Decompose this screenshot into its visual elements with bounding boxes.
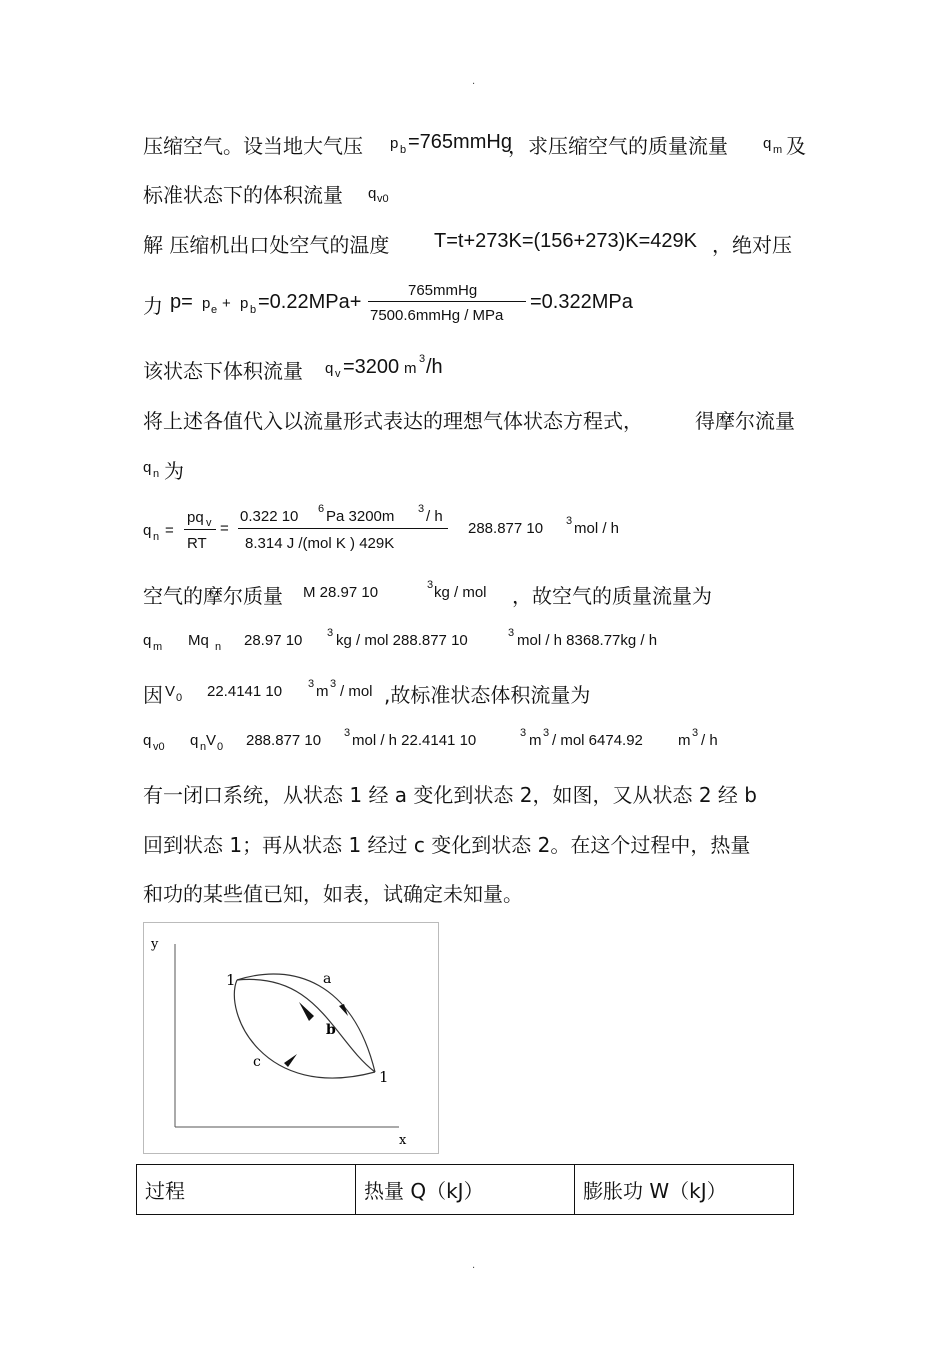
process-diagram	[143, 922, 439, 1154]
value-28-97: 28.97 10	[244, 632, 303, 649]
var-p: p	[240, 295, 249, 312]
text-line-5: 该状态下体积流量	[143, 359, 303, 383]
sub-v: v	[335, 368, 341, 380]
var-q: q	[325, 360, 334, 377]
text-yin: 因	[143, 683, 163, 707]
denominator-rt: RT	[187, 535, 207, 552]
text-std-flow: ,故标准状态体积流量为	[384, 683, 591, 707]
point-1-label: 1	[226, 971, 236, 989]
header-process: 过程	[137, 1165, 356, 1215]
problem-line-2: 回到状态 1；再从状态 1 经过 c 变化到状态 2。在这个过程中，热量	[143, 833, 751, 857]
value-m: M 28.97 10	[303, 584, 379, 601]
header-dot: .	[472, 76, 476, 87]
header-heat: 热量 Q（kJ）	[356, 1165, 575, 1215]
text-line-6: 将上述各值代入以流量形式表达的理想气体状态方程式，	[143, 409, 643, 433]
label-c: c	[253, 1054, 261, 1070]
sup-3: 3	[543, 727, 550, 739]
sup-3: 3	[419, 353, 426, 365]
sup-minus-3: 3	[427, 579, 434, 591]
denominator-values: 8.314 J /(mol K ) 429K	[245, 535, 395, 552]
text-molar-mass: 空气的摩尔质量	[143, 584, 283, 608]
sub-0: 0	[217, 741, 224, 753]
equals-sign: =	[220, 520, 229, 537]
unit-m: m	[404, 360, 417, 377]
value-22-4141: 22.4141 10	[207, 683, 283, 700]
text-ji: 及	[786, 134, 806, 158]
sub-0: 0	[176, 692, 183, 704]
var-p-eq: p=	[170, 291, 193, 313]
value-0-22mpa: =0.22MPa+	[258, 291, 362, 313]
label-b: b	[326, 1022, 336, 1038]
text-line-1b: ，求压缩空气的质量流量	[508, 134, 728, 158]
problem-line-1: 有一闭口系统，从状态 1 经 a 变化到状态 2，如图，又从状态 2 经 b	[143, 783, 757, 807]
var-v: V	[165, 683, 176, 700]
var-q: q	[143, 632, 152, 649]
footer-dot: .	[472, 1260, 476, 1271]
value-765mmhg: =765mmHg	[408, 131, 512, 153]
y-axis-label: y	[151, 937, 159, 952]
var-q: q	[143, 522, 152, 539]
text-li: 力	[143, 294, 163, 318]
result-value: 288.877 10	[468, 520, 544, 537]
value-chain: mol / h 22.4141 10	[352, 732, 477, 749]
sub-e: e	[211, 304, 218, 316]
numerator-values: 0.322 10	[240, 508, 299, 525]
unit-m: m	[316, 683, 329, 700]
var-q: q	[763, 135, 772, 152]
text-line-6b: 得摩尔流量	[695, 409, 795, 433]
fraction-denominator: 7500.6mmHg / MPa	[370, 307, 504, 324]
var-q: q	[143, 459, 152, 476]
text-line-3b: ，绝对压	[712, 233, 792, 257]
sub-v0: v0	[377, 193, 389, 205]
result-unit: mol / h	[574, 520, 620, 537]
sub-n: n	[153, 468, 160, 480]
sup-3: 3	[330, 678, 337, 690]
header-work: 膨胀功 W（kJ）	[575, 1165, 794, 1215]
equals-sign: =	[165, 522, 174, 539]
point-2-label: 1	[379, 1068, 389, 1086]
sub-v: v	[206, 517, 212, 529]
numerator-pqv: pq	[187, 509, 204, 526]
sup-3: 3	[566, 515, 573, 527]
sub-n: n	[215, 641, 222, 653]
sub-n: n	[153, 531, 160, 543]
var-q: q	[143, 732, 152, 749]
figure-frame	[144, 923, 439, 1154]
var-p: p	[390, 135, 399, 152]
text-mass-flow: ，故空气的质量流量为	[512, 584, 712, 608]
sup-3: 3	[692, 727, 699, 739]
sup-3: 3	[327, 627, 334, 639]
sub-n: n	[200, 741, 207, 753]
problem-line-3: 和功的某些值已知，如表，试确定未知量。	[143, 882, 523, 906]
value-288-877: 288.877 10	[246, 732, 322, 749]
sub-b: b	[250, 304, 257, 316]
value-0-322mpa: =0.322MPa	[530, 291, 633, 313]
fraction-bar	[368, 301, 526, 302]
table-header-row	[137, 1165, 794, 1215]
sub-m: m	[773, 144, 783, 156]
sup-6: 6	[318, 503, 325, 515]
text-wei: 为	[164, 459, 184, 483]
text-line-1: 压缩空气。设当地大气压	[143, 134, 363, 158]
numerator-values-b: Pa 3200m	[326, 508, 395, 525]
sub-m: m	[153, 641, 163, 653]
process-table	[136, 1164, 794, 1215]
unit-per-h: /h	[426, 356, 443, 378]
text-line-2: 标准状态下的体积流量	[143, 183, 343, 207]
fraction-bar	[238, 528, 448, 529]
unit-m: m	[529, 732, 542, 749]
unit-per-mol: / mol	[340, 683, 373, 700]
plus-sign: +	[222, 295, 231, 312]
sup-3: 3	[520, 727, 527, 739]
unit-m: m	[678, 732, 691, 749]
temperature-equation: T=t+273K=(156+273)K=429K	[434, 230, 697, 252]
var-v: V	[206, 732, 217, 749]
label-a: a	[323, 971, 332, 987]
var-mq: Mq	[188, 632, 209, 649]
fraction-bar	[184, 529, 216, 530]
sup-3: 3	[418, 503, 425, 515]
value-chain: kg / mol 288.877 10	[336, 632, 468, 649]
value-3200: =3200	[343, 356, 400, 378]
value-result: / mol 6474.92	[552, 732, 643, 749]
var-p: p	[202, 295, 211, 312]
text-line-3: 解 压缩机出口处空气的温度	[143, 233, 390, 257]
sub-b: b	[400, 144, 407, 156]
sup-3: 3	[508, 627, 515, 639]
sup-3: 3	[308, 678, 315, 690]
numerator-unit: / h	[426, 508, 443, 525]
var-q: q	[368, 185, 377, 202]
unit-kg-mol: kg / mol	[434, 584, 487, 601]
fraction-numerator: 765mmHg	[408, 282, 478, 299]
unit-per-h: / h	[701, 732, 718, 749]
value-mass-flow: mol / h 8368.77kg / h	[517, 632, 658, 649]
x-axis-label: x	[399, 1133, 407, 1148]
sub-v0: v0	[153, 741, 165, 753]
sup-3: 3	[344, 727, 351, 739]
var-q: q	[190, 732, 199, 749]
